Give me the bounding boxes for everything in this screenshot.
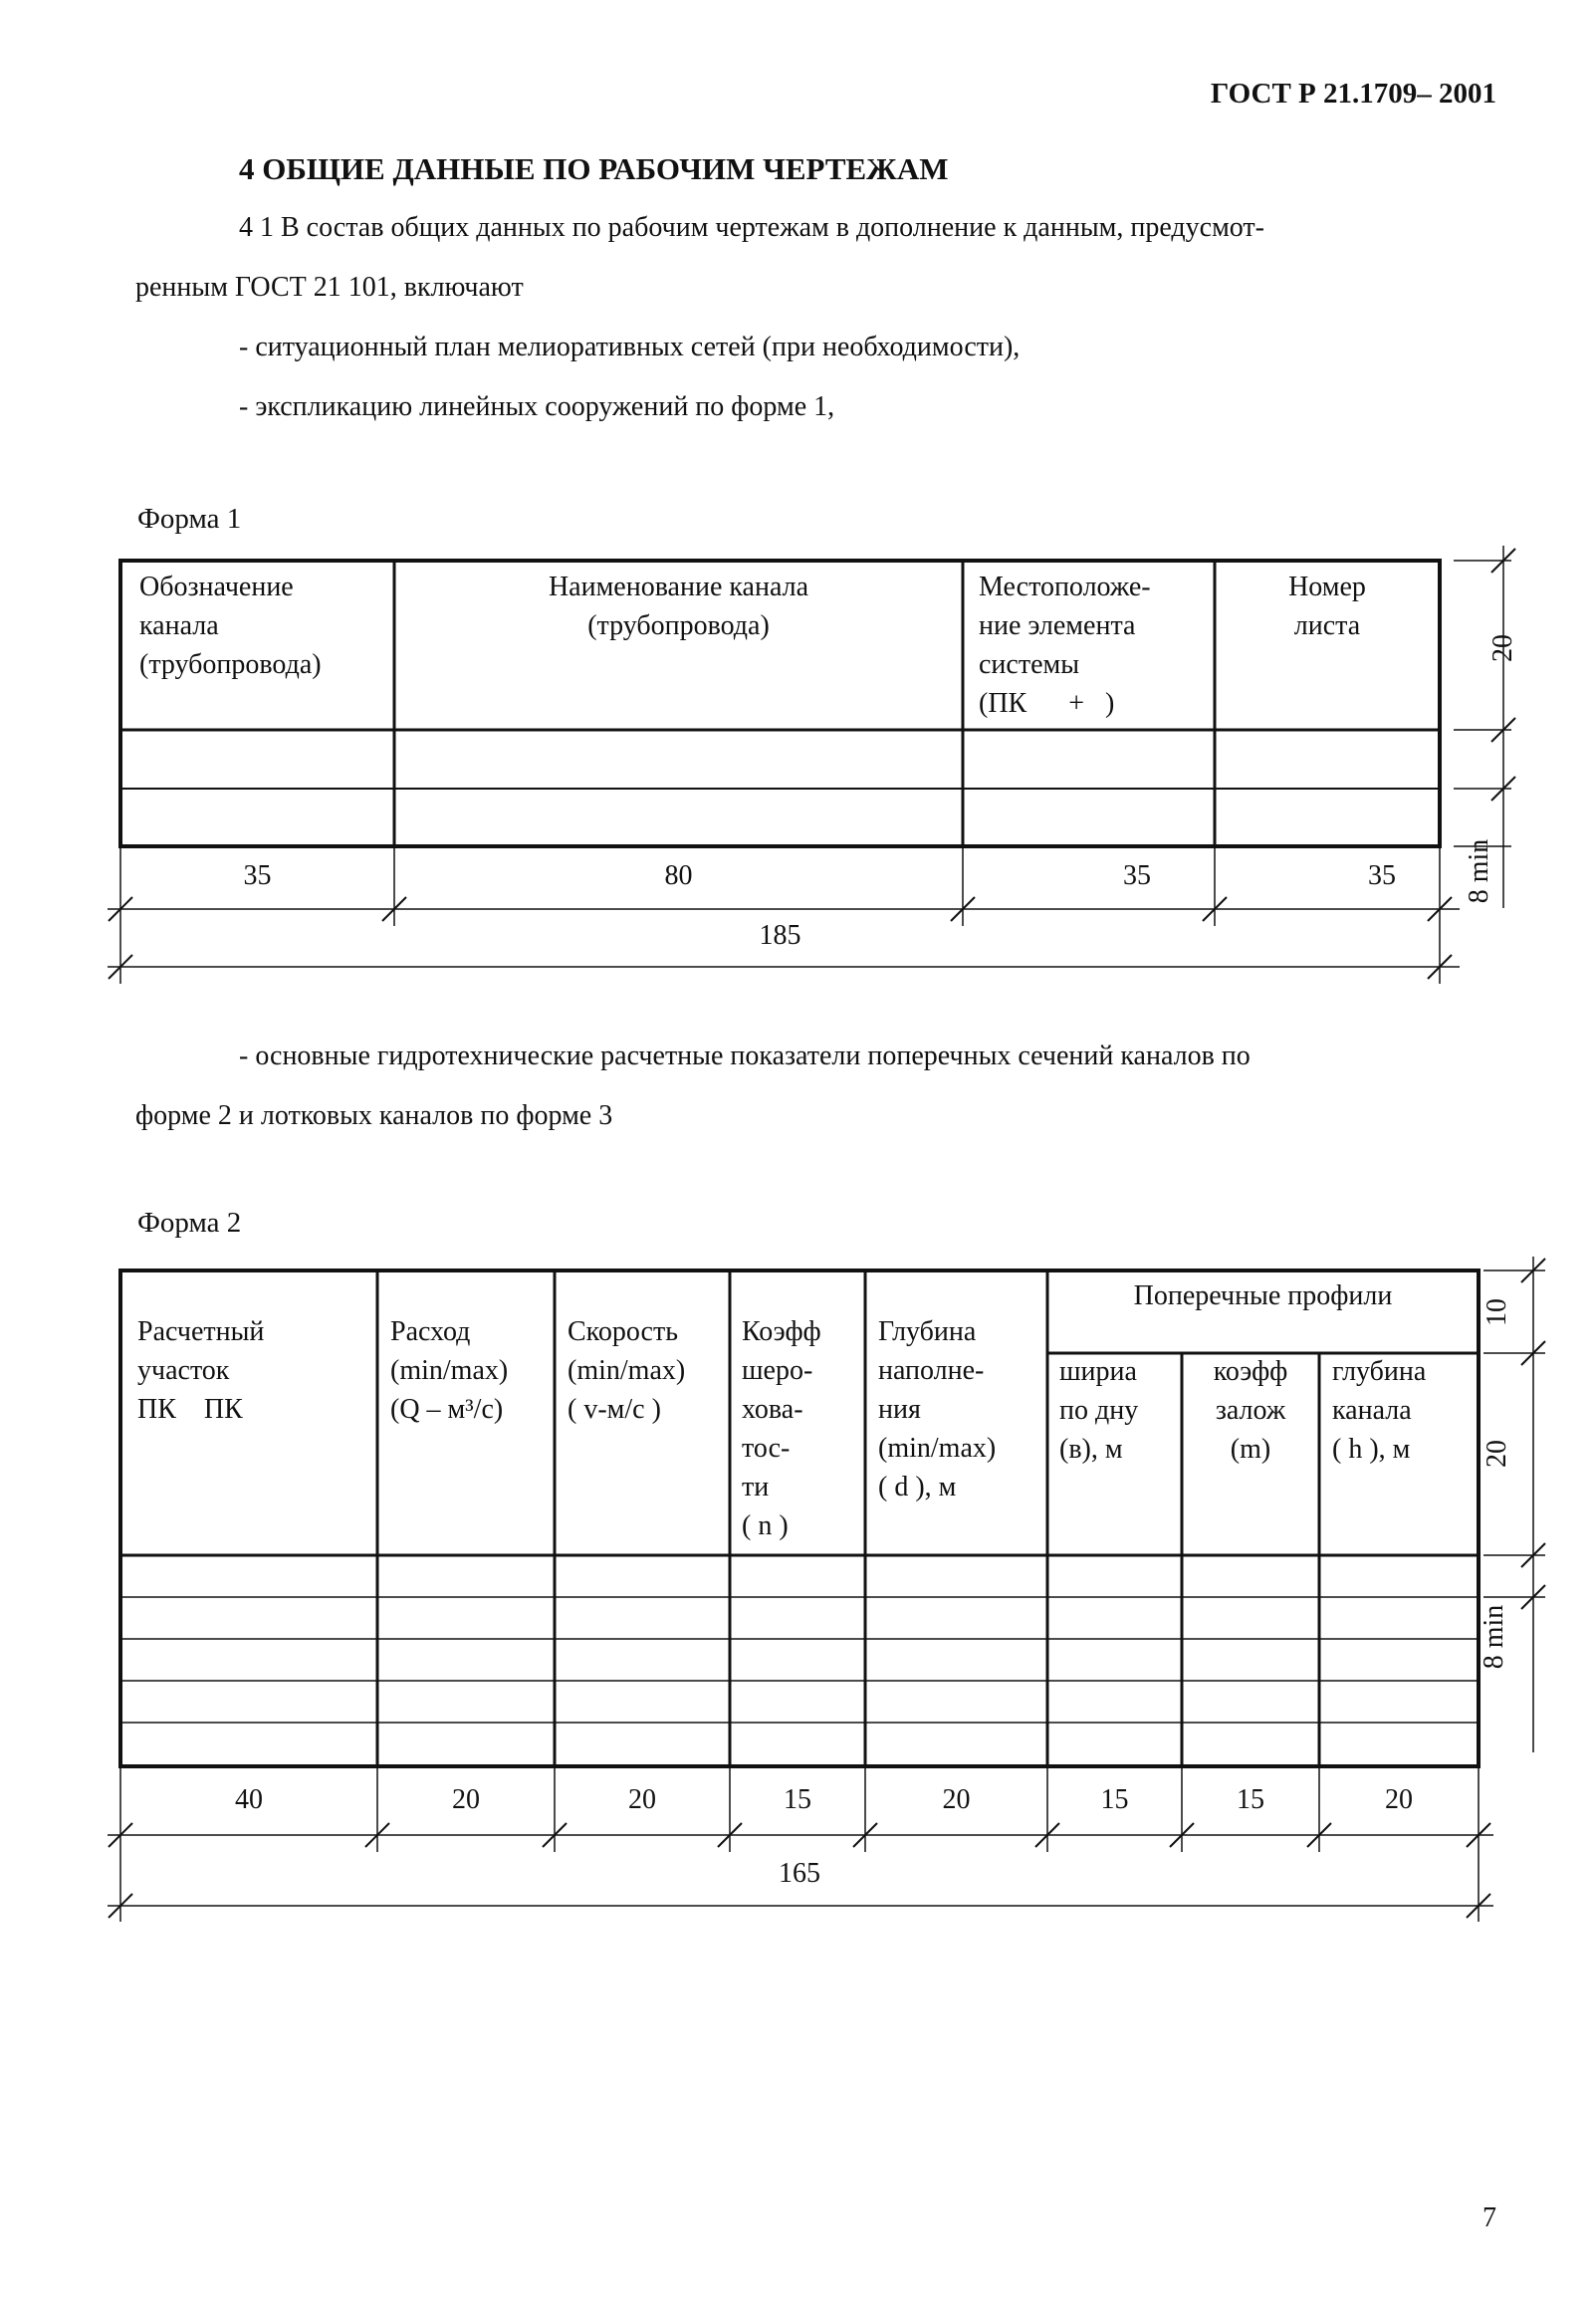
form2-table	[108, 1257, 1545, 1922]
section-title: 4 ОБЩИЕ ДАННЫЕ ПО РАБОЧИМ ЧЕРТЕЖАМ	[239, 151, 949, 186]
form2-dim-col6: 15	[1100, 1784, 1129, 1815]
form2-header-bottom-width: шириа по дну (в), м	[1059, 1356, 1139, 1465]
form1-dim-col1: 35	[243, 860, 272, 891]
bullet-situational-plan: - ситуационный план мелиоративных сетей (при необходимости),	[239, 332, 1021, 362]
document-code: ГОСТ Р 21.1709– 2001	[1210, 78, 1496, 110]
form2-dim-col2: 20	[452, 1784, 480, 1815]
form2-header-fill-depth: Глубина наполне- ния (min/max) ( d ), м	[878, 1316, 997, 1502]
form1-dim-row-height: 8 min	[1464, 838, 1494, 904]
form2-header-channel-depth: глубина канала ( h ), м	[1332, 1356, 1427, 1465]
form2-dim-header-height: 20	[1482, 1440, 1512, 1468]
form2-dim-col8: 20	[1385, 1784, 1413, 1815]
form2-header-slope-coef: коэфф залож (m)	[1213, 1356, 1288, 1465]
paragraph-4-1-line2: ренным ГОСТ 21 101, включают	[135, 272, 524, 303]
form1-dim-total: 185	[759, 920, 801, 951]
bullet-explication: - экспликацию линейных сооружений по форме 1,	[239, 391, 835, 422]
form2-dim-col5: 20	[942, 1784, 971, 1815]
form1-header-designation: Обозначение канала (трубопровода)	[139, 572, 322, 680]
form2-header-roughness: Коэфф шеро- хова- тос- ти ( n )	[742, 1316, 821, 1541]
bullet-hydrotechnical-line2: форме 2 и лотковых каналов по форме 3	[135, 1100, 613, 1131]
form1-header-sheet-number: Номер листа	[1288, 572, 1366, 641]
form2-label: Форма 2	[137, 1207, 242, 1239]
form2-dim-col3: 20	[628, 1784, 656, 1815]
form2-dim-col4: 15	[784, 1784, 811, 1815]
form1-label: Форма 1	[137, 503, 242, 535]
form2-header-section: Расчетный участок ПК ПК	[137, 1316, 265, 1425]
form2-group-header: Поперечные профили	[1133, 1280, 1393, 1311]
form2-dim-row-height: 8 min	[1479, 1604, 1509, 1670]
form1-dim-col3: 35	[1123, 860, 1151, 891]
form2-header-flow: Расход (min/max) (Q – м³/с)	[390, 1316, 509, 1425]
page-number: 7	[1482, 2202, 1496, 2233]
form1-dim-col2: 80	[664, 860, 693, 891]
form1-dim-col4: 35	[1368, 860, 1396, 891]
form2-dim-group-height: 10	[1482, 1298, 1512, 1326]
paragraph-4-1-line1: 4 1 В состав общих данных по рабочим чертежам в дополнение к данным, предусмот-	[239, 212, 1264, 243]
form2-dim-col7: 15	[1237, 1784, 1264, 1815]
form2-dim-total: 165	[779, 1858, 820, 1889]
form1-header-location: Местоположе- ние элемента системы (ПК + )	[979, 572, 1151, 719]
form2-dim-col1: 40	[235, 1784, 263, 1815]
form1-dim-header-height: 20	[1487, 634, 1518, 662]
form1-header-name: Наименование канала (трубопровода)	[548, 572, 809, 641]
bullet-hydrotechnical-line1: - основные гидротехнические расчетные показатели поперечных сечений каналов по	[239, 1040, 1251, 1071]
form2-header-velocity: Скорость (min/max) ( v-м/с )	[568, 1316, 686, 1425]
